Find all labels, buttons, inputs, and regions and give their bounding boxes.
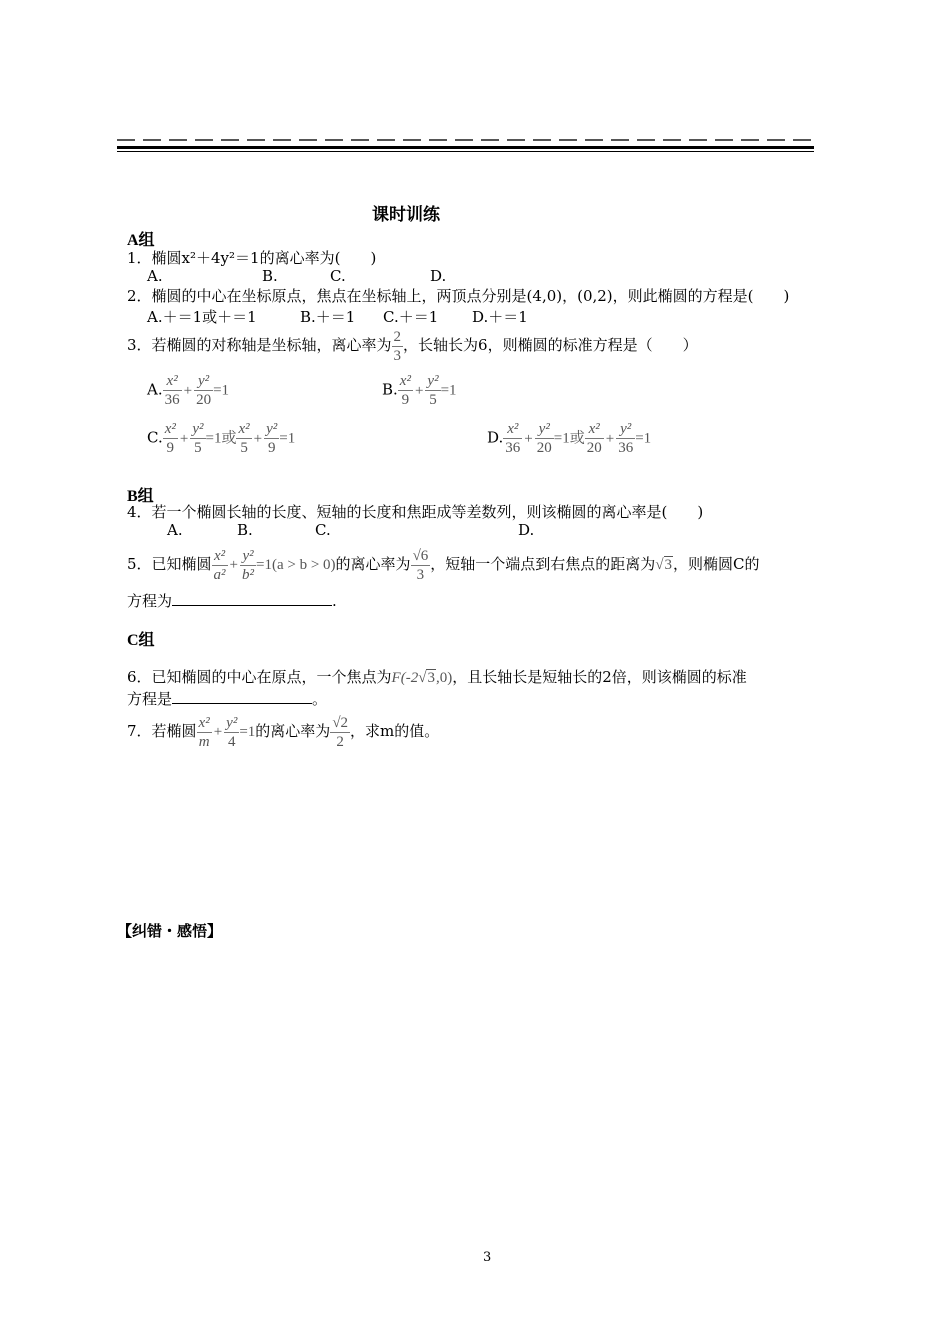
- q2-option-b: B.＋＝1: [300, 308, 356, 326]
- q6-answer-blank[interactable]: [172, 689, 312, 704]
- group-a-heading: A组: [127, 232, 155, 249]
- q5-answer-blank[interactable]: [172, 591, 332, 606]
- question-5: 5．已知椭圆 $\frac{\text{x²}}{\text{a²}}$ + $\frac{\text{y²}}{\text{b²}}$ =1(a > b > 0)的离心率为 $\frac{√6}{3}$ ，短轴一个端点到右焦点的距离为√3，则椭圆C的: [127, 547, 760, 583]
- question-4: 4．若一个椭圆长轴的长度、短轴的长度和焦距成等差数列，则该椭圆的离心率是( ): [127, 503, 704, 521]
- q3-option-b: B. $\frac{\text{x²}}{9}$ + $\frac{\text{y²}}{5}$ =1: [382, 373, 457, 408]
- feedback-heading: 【纠错・感悟】: [117, 922, 223, 940]
- question-7: 7．若椭圆 $\frac{\text{x²}}{m}$ + $\frac{\text{y²}}{4}$ =1的离心率为 $\frac{√2}{2}$ ，求m的值。: [127, 714, 440, 750]
- question-6: 6．已知椭圆的中心在原点，一个焦点为F(-2√3,0)，且长轴长是短轴长的2倍，则该椭圆的标准: [127, 668, 747, 686]
- page-number: 3: [483, 1250, 492, 1265]
- group-c-heading: C组: [127, 632, 155, 649]
- q3-option-a: A. $\frac{\text{x²}}{36}$ + $\frac{\text{y²}}{20}$ =1: [147, 373, 230, 408]
- q3-eccentricity-fraction: $\frac{2}{3}$: [393, 328, 402, 364]
- q1-option-b: B.: [262, 267, 278, 285]
- q1-option-d: D.: [430, 267, 447, 285]
- header-dashed-rule: [117, 139, 814, 141]
- question-1: 1．椭圆x²＋4y²＝1的离心率为( ): [127, 249, 377, 267]
- question-5-line-2: 方程为 .: [127, 592, 337, 610]
- q3-option-d: D. $\frac{\text{x²}}{36}$ + $\frac{\text{y²}}{20}$ =1或 $\frac{\text{x²}}{20}$ + $\frac{\text{y²}}{36}$ =1: [487, 421, 652, 456]
- q1-option-a: A.: [147, 267, 163, 285]
- q4-option-a: A.: [167, 521, 183, 539]
- q1-option-c: C.: [330, 267, 346, 285]
- group-b-heading: B组: [127, 488, 154, 505]
- q2-option-c: C.＋＝1: [383, 308, 439, 326]
- q3-prefix: 3．若椭圆的对称轴是坐标轴，离心率为: [127, 336, 392, 354]
- q4-option-b: B.: [237, 521, 253, 539]
- q4-option-d: D.: [518, 521, 535, 539]
- q2-option-a: A.＋＝1或＋＝1: [147, 308, 257, 326]
- q2-option-d: D.＋＝1: [472, 308, 528, 326]
- page-title: 课时训练: [372, 205, 440, 225]
- question-3: [127, 325, 698, 365]
- header-thick-rule: [117, 146, 814, 149]
- header-thin-rule: [117, 151, 814, 152]
- question-2: 2．椭圆的中心在坐标原点，焦点在坐标轴上，两顶点分别是(4,0)，(0,2)，则此椭圆的方程是( ): [127, 287, 790, 305]
- question-6-line-2: 方程是 。: [127, 690, 328, 708]
- q3-option-c: C. $\frac{\text{x²}}{9}$ + $\frac{\text{y²}}{5}$ =1或 $\frac{\text{x²}}{5}$ + $\frac{\text{y²}}{9}$ =1: [147, 421, 296, 456]
- q4-option-c: C.: [315, 521, 331, 539]
- q3-suffix: ，长轴长为6，则椭圆的标准方程是（ ）: [403, 336, 698, 354]
